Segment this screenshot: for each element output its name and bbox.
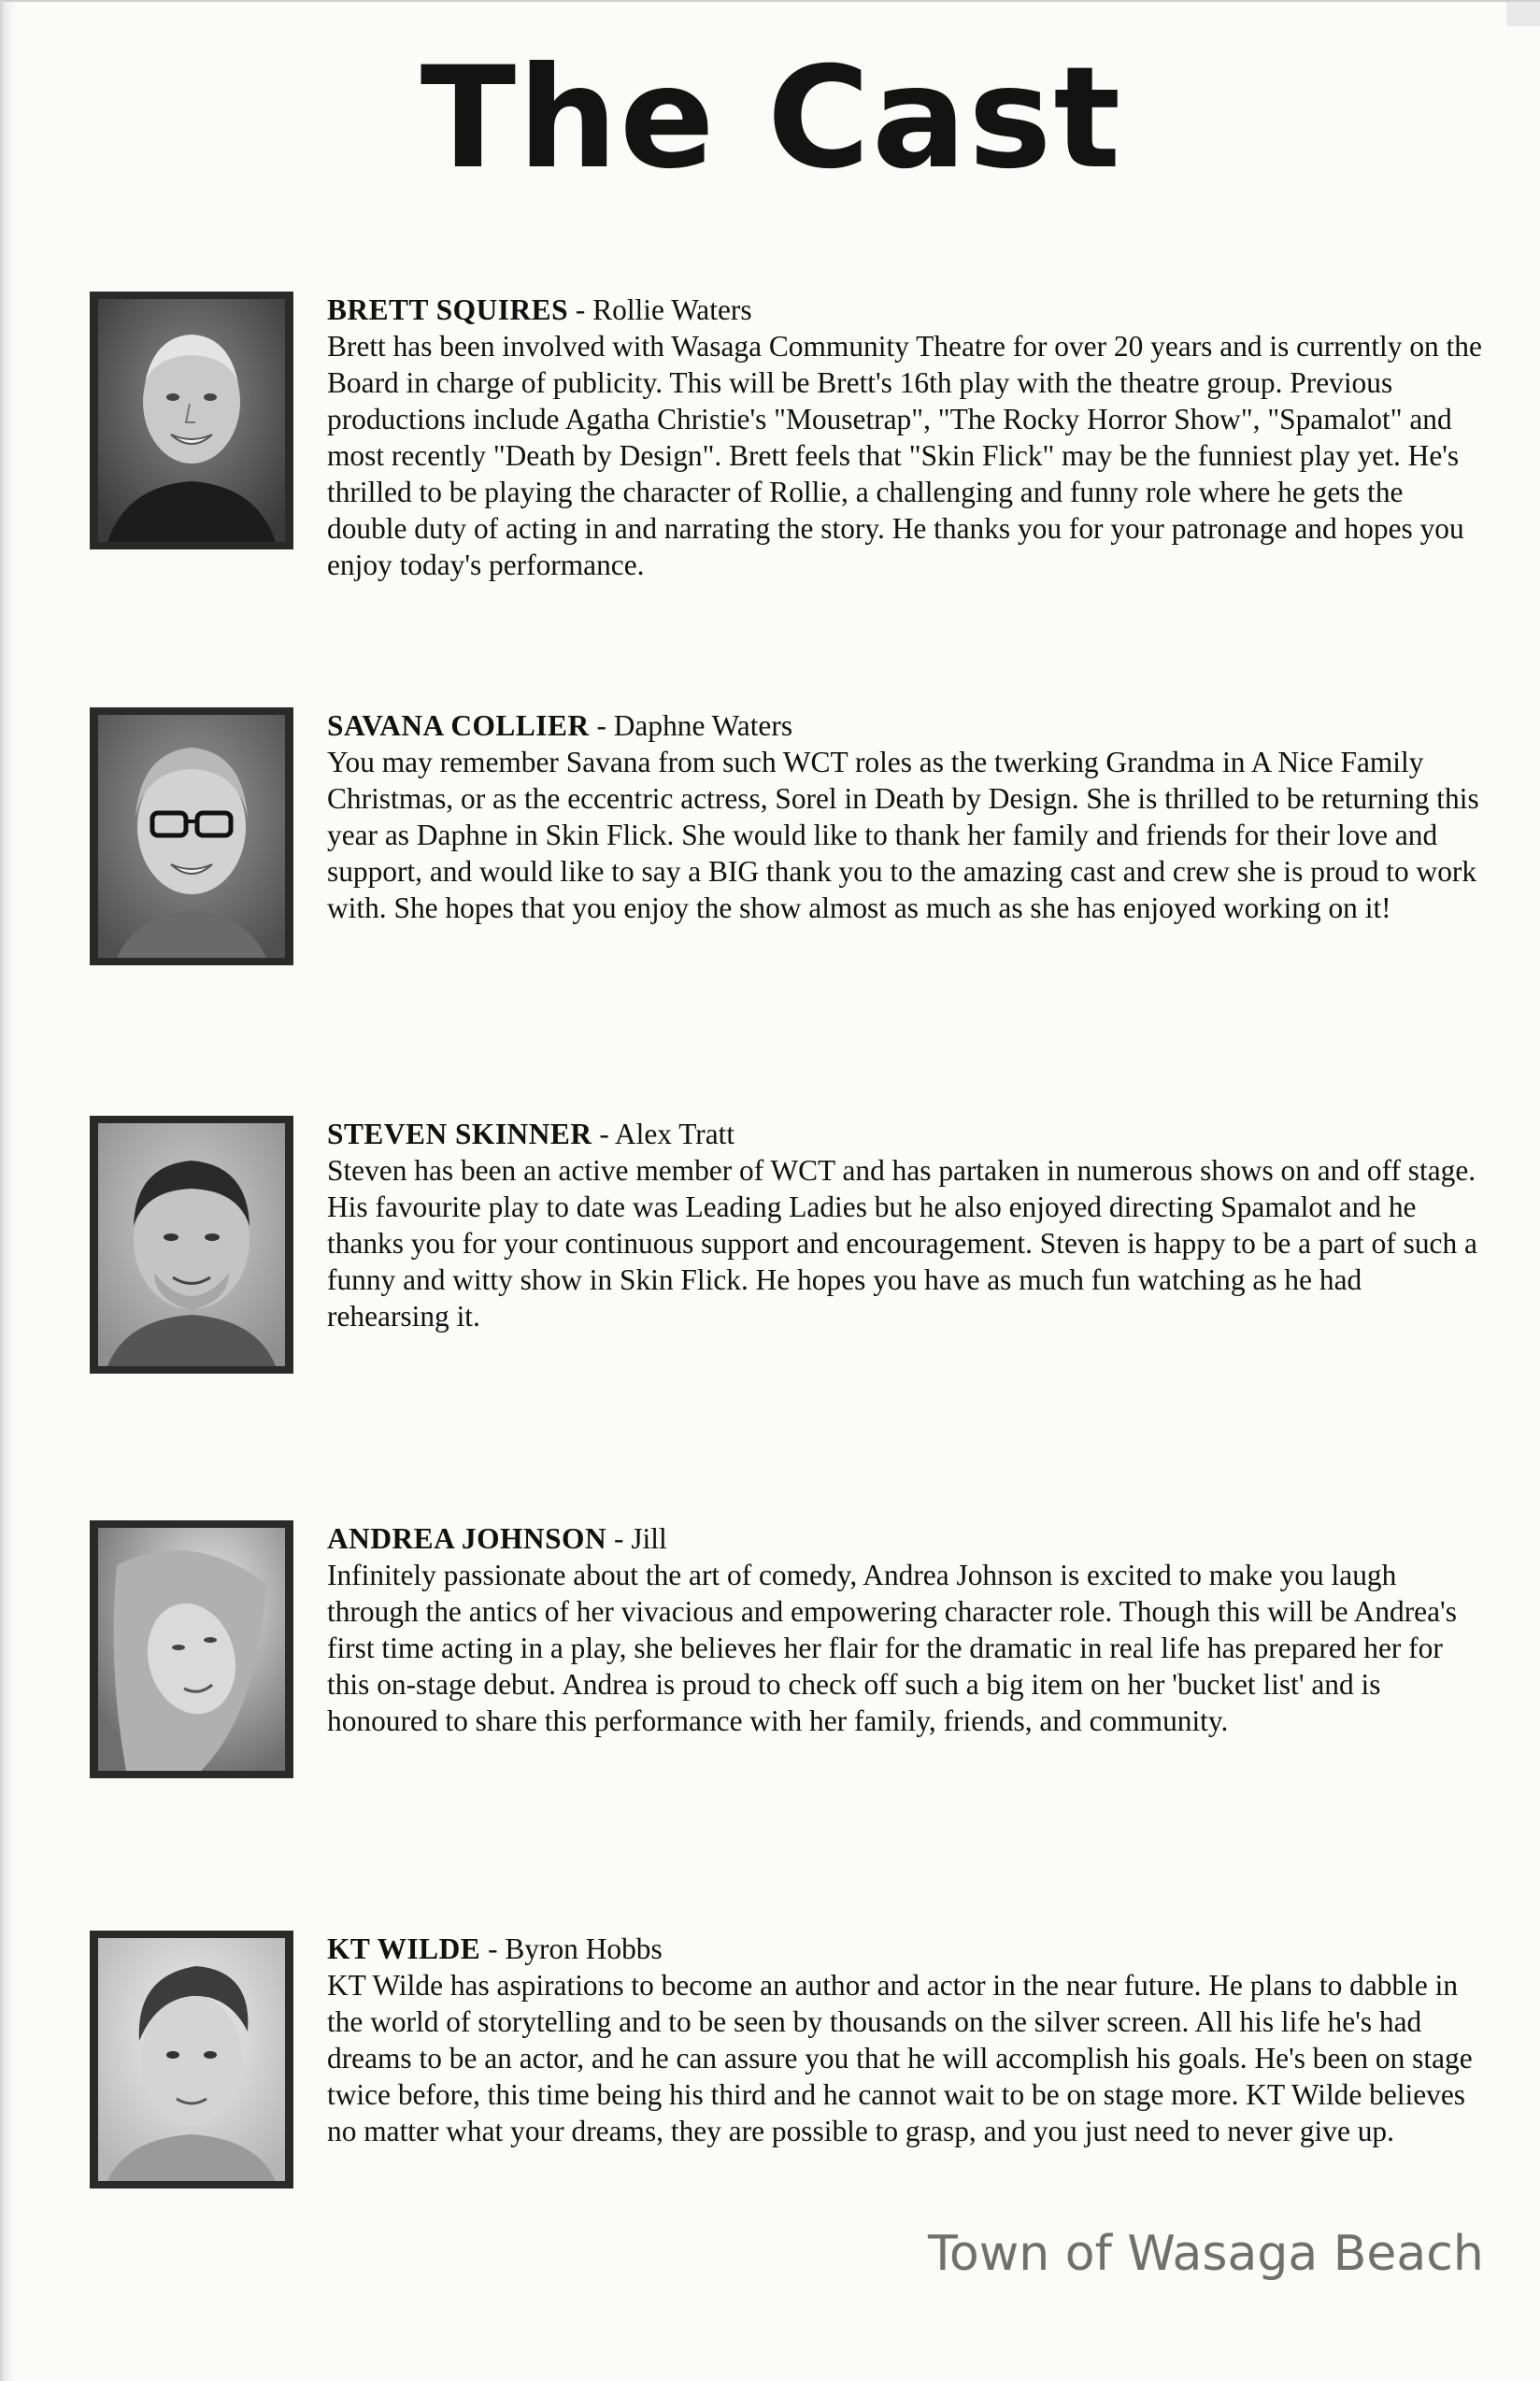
cast-role: Rollie Waters (592, 293, 752, 326)
cast-bio-text: You may remember Savana from such WCT roles as the twerking Grandma in A Nice Family Christmas, or as the eccentric actress, Sorel in Death by Design. She is thrilled to be returning this year as Daphne in Skin Flick. She would like to thank her family and friends for their love and support, and would like to say a BIG thank you to the amazing cast and crew she is proud to work with. She hopes that you enjoy the show almost as much as she has enjoyed working on it! (327, 746, 1479, 924)
cast-name: STEVEN SKINNER (327, 1118, 592, 1150)
cast-role: Alex Tratt (614, 1118, 735, 1150)
cast-bio-brett-squires (327, 292, 1486, 583)
cast-photo-brett-squires (90, 292, 293, 549)
cast-name: BRETT SQUIRES (327, 293, 569, 326)
portrait-woman-glasses-icon (97, 715, 286, 958)
cast-role: Jill (631, 1522, 667, 1555)
cast-bio-kt-wilde (327, 1931, 1486, 2149)
cast-name: ANDREA JOHNSON (327, 1522, 607, 1555)
cast-photo-kt-wilde (90, 1931, 293, 2189)
cast-name: SAVANA COLLIER (327, 709, 590, 742)
page-fold-shadow (3, 2, 14, 2381)
portrait-man-smiling-icon (97, 299, 286, 542)
name-role-separator: - (589, 709, 614, 742)
cast-role: Byron Hobbs (505, 1932, 663, 1965)
cast-role: Daphne Waters (613, 709, 793, 742)
cast-bio-text: KT Wilde has aspirations to become an author and actor in the near future. He plans to dabble in the world of storytelling and to be seen by thousands on the silver screen. All his life he's had dreams to be an actor, and he can assure you that he will accomplish his goals. He's been on stage twice before, this time being his third and he cannot wait to be on stage more. KT Wilde believes no matter what your dreams, they are possible to grasp, and you just need to never give up. (327, 1969, 1473, 2147)
cast-bio-andrea-johnson (327, 1520, 1486, 1739)
cast-bio-text: Steven has been an active member of WCT and has partaken in numerous shows on and off stage. His favourite play to date was Leading Ladies but he also enjoyed directing Spamalot and he thanks you for your continuous support and encouragement. Steven is happy to be a part of such a funny and witty show in Skin Flick. He hopes you have as much fun watching as he had rehearsing it. (327, 1154, 1477, 1333)
name-role-separator: - (568, 293, 593, 326)
cast-photo-steven-skinner (90, 1116, 293, 1374)
cast-photo-savana-collier (90, 707, 293, 965)
portrait-woman-long-hair-icon (97, 1528, 286, 1771)
name-role-separator: - (606, 1522, 632, 1555)
scan-edge-mark (1506, 2, 1540, 26)
cast-name: KT WILDE (327, 1932, 481, 1965)
cast-bio-savana-collier (327, 707, 1486, 926)
cast-photo-andrea-johnson (90, 1520, 293, 1778)
page-title: The Cast (420, 37, 1123, 200)
portrait-young-man-icon (97, 1938, 286, 2181)
name-role-separator: - (592, 1118, 615, 1150)
cast-bio-text: Infinitely passionate about the art of comedy, Andrea Johnson is excited to make you laugh through the antics of her vivacious and empowering character role. Though this will be Andrea's first time acting in a play, she believes her flair for the dramatic in real life has prepared her for this on-stage debut. Andrea is proud to check off such a big item on her 'bucket list' and is honoured to share this performance with her family, friends, and community. (327, 1559, 1457, 1737)
portrait-man-dark-hair-icon (97, 1123, 286, 1366)
cast-bio-steven-skinner (327, 1116, 1486, 1334)
cast-bio-text: Brett has been involved with Wasaga Community Theatre for over 20 years and is currently on the Board in charge of publicity. This will be Brett's 16th play with the theatre group. Previous productions include Agatha Christie's "Mousetrap", "The Rocky Horror Show", "Spamalot" and most recently "Death by Design". Brett feels that "Skin Flick" may be the funniest play yet. He's thrilled to be playing the character of Rollie, a challenging and funny role where he gets the double duty of acting in and narrating the story. He thanks you for your patronage and hopes you enjoy today's performance. (327, 330, 1482, 581)
watermark-text: Town of Wasaga Beach (928, 2226, 1484, 2282)
name-role-separator: - (480, 1932, 506, 1965)
